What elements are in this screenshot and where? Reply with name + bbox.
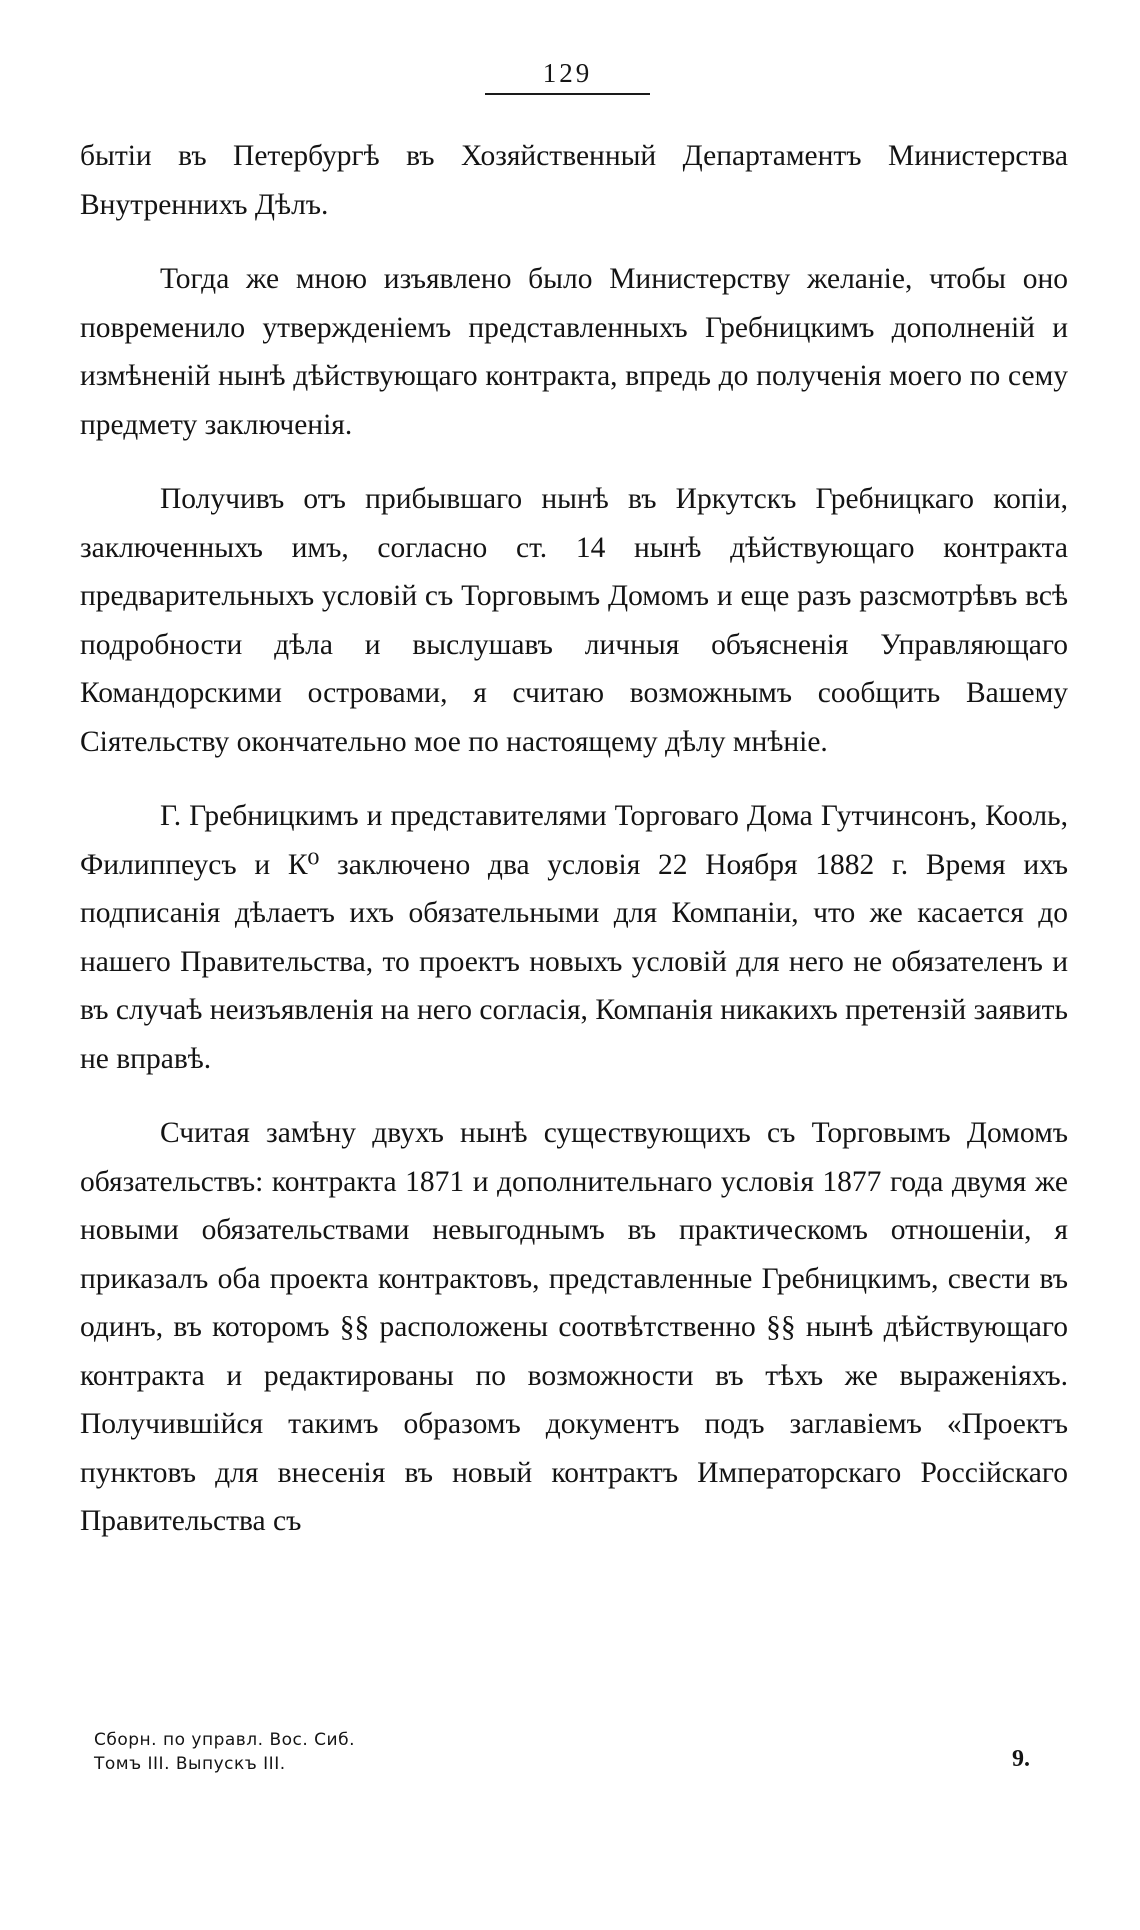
paragraph: Получивъ отъ прибывшаго нынѣ въ Иркутскъ Гребницкаго копіи, заключенныхъ имъ, согласно ст. 14 нынѣ дѣйствующаго контракта предварительныхъ условій съ Торговымъ Домомъ и еще разъ разсмотрѣвъ всѣ подробности дѣла и выслушавъ личныя объясненія Управляющаго Командорскими островами, я считаю возможнымъ сообщить Вашему Сіятельству окончательно мое по настоящему дѣлу мнѣніе. — [80, 483, 1068, 758]
signature-mark: 9. — [1012, 1746, 1030, 1772]
page-number: 129 — [542, 58, 593, 88]
footnote-source — [94, 1728, 355, 1776]
paragraph: Тогда же мною изъявлено было Министерству желаніе, чтобы оно повременило утвержденіемъ представленныхъ Гребницкимъ дополненій и измѣненій нынѣ дѣйствующаго контракта, впредь до полученія моего по сему предмету заключенія. — [80, 263, 1068, 441]
paragraph-continued: бытіи въ Петербургѣ въ Хозяйственный Департаментъ Министерства Внутреннихъ Дѣлъ. — [80, 140, 1068, 221]
body-text — [80, 132, 1068, 1546]
footnote-line-volume: Томъ III. Выпускъ III. — [94, 1754, 286, 1774]
footnote-line-collection: Сборн. по управл. Вос. Сиб. — [94, 1730, 355, 1750]
paragraph: Г. Гребницкимъ и представителями Торговаго Дома Гутчинсонъ, Кооль, Филиппеусъ и К⁰ заключено два условія 22 Ноября 1882 г. Время ихъ подписанія дѣлаетъ ихъ обязательными для Компаніи, что же касается до нашего Правительства, то проектъ новыхъ условій для него не обязателенъ и въ случаѣ неизъявленія на него согласія, Компанія никакихъ претензій заявить не вправѣ. — [80, 800, 1068, 1075]
page-header — [485, 58, 650, 95]
paragraph: Считая замѣну двухъ нынѣ существующихъ съ Торговымъ Домомъ обязательствъ: контракта 1871 и дополнительнаго условія 1877 года двумя же новыми обязательствами невыгоднымъ въ практическомъ отношеніи, я приказалъ оба проекта контрактовъ, представленные Гребницкимъ, свести въ одинъ, въ которомъ §§ расположены соотвѣтственно §§ нынѣ дѣйствующаго контракта и редактированы по возможности въ тѣхъ же выраженіяхъ. Получившійся такимъ образомъ документъ подъ заглавіемъ «Проектъ пунктовъ для внесенія въ новый контрактъ Императорскаго Россійскаго Правительства съ — [80, 1117, 1068, 1537]
